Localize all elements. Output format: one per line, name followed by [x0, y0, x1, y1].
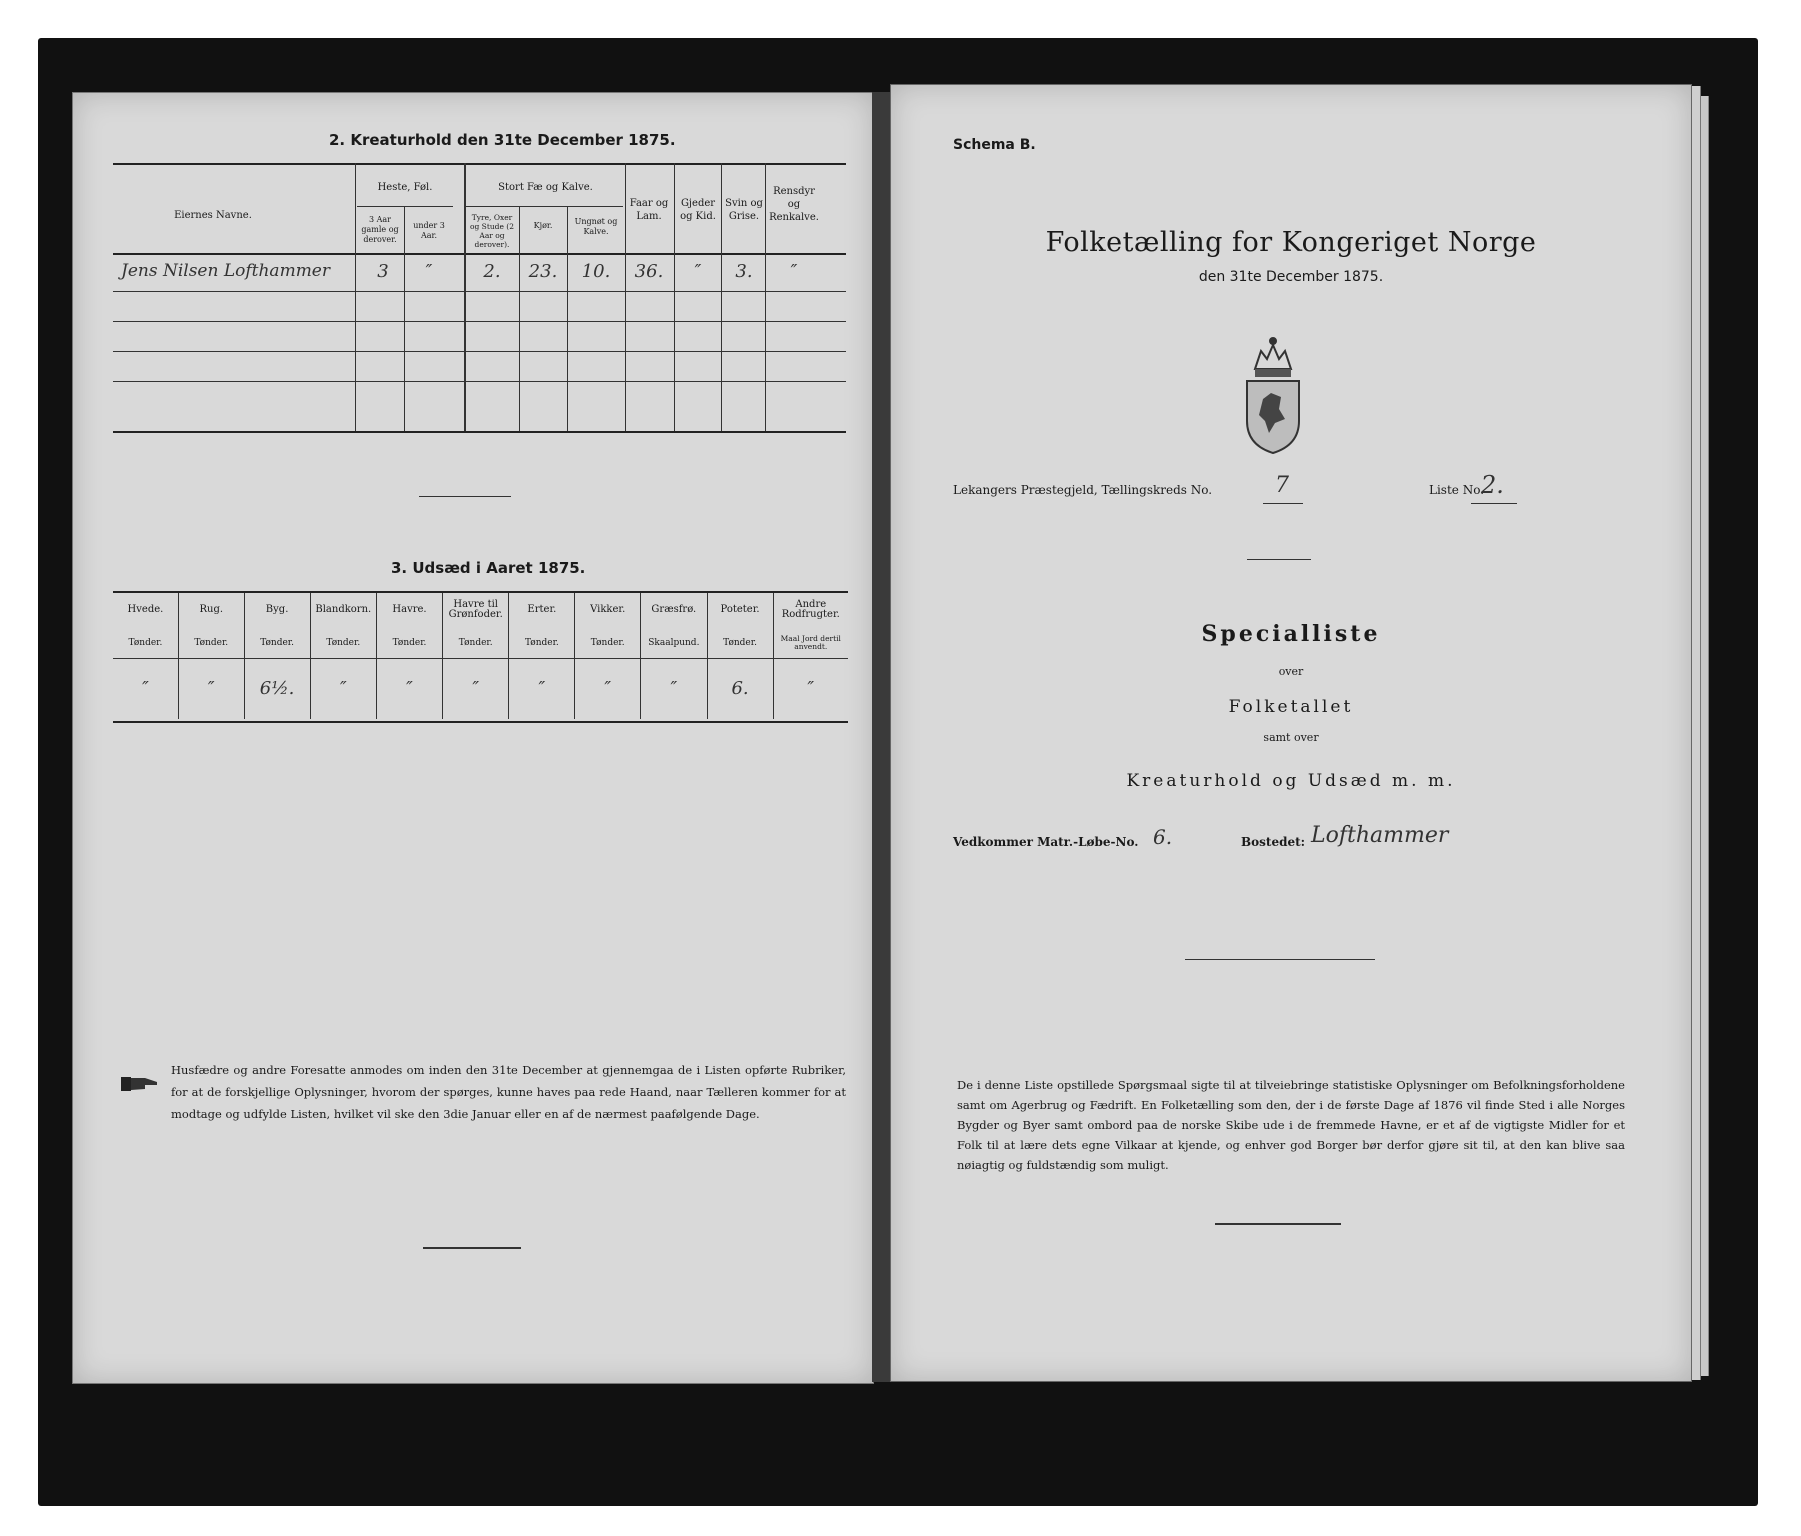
udsaed-value: ″: [575, 658, 641, 719]
udsaed-col-name: Rug.: [178, 593, 244, 628]
pointing-hand-icon: [119, 1071, 159, 1097]
main-subtitle: den 31te December 1875.: [1198, 269, 1384, 285]
bottom-rule: [423, 1247, 521, 1249]
udsaed-col-name: Poteter.: [707, 593, 773, 628]
udsaed-col-unit: Tønder.: [310, 628, 377, 658]
faar-value: 36.: [634, 261, 664, 282]
heste-a-header: 3 Aar gamle og derover.: [361, 215, 399, 244]
matr-no: 6.: [1153, 825, 1173, 849]
book-spine: [872, 92, 890, 1382]
udsaed-value: ″: [377, 658, 443, 719]
col-rule: [519, 206, 520, 431]
stort-a-header: Tyre, Oxer og Stude (2 Aar og derover).: [469, 213, 514, 249]
rensdyr-header: Rensdyr og Renkalve.: [769, 186, 819, 223]
left-page: [72, 92, 874, 1384]
bottom-rule: [1215, 1223, 1341, 1225]
col-rule: [721, 163, 722, 431]
col-rule: [625, 163, 626, 431]
udsaed-table: [113, 593, 848, 719]
table-bottom-rule: [113, 431, 846, 433]
liste-no: 2.: [1481, 471, 1504, 499]
udsaed-col-name: Hvede.: [113, 593, 178, 628]
heste-header: Heste, Føl.: [377, 182, 433, 193]
header-bottom-rule: [113, 253, 846, 255]
folketallet-label: Folketallet: [1228, 697, 1354, 717]
udsaed-col-unit: Tønder.: [244, 628, 310, 658]
main-title: Folketælling for Kongeriget Norge: [1045, 227, 1537, 258]
row-rule: [113, 321, 846, 322]
udsaed-value: ″: [509, 658, 575, 719]
specialliste-title: Specialliste: [1201, 621, 1381, 647]
underline: [1471, 503, 1517, 504]
col-rule: [765, 163, 766, 431]
udsaed-col-unit: Tønder.: [377, 628, 443, 658]
udsaed-col-unit: Tønder.: [442, 628, 509, 658]
udsaed-col-unit: Tønder.: [575, 628, 641, 658]
coat-of-arms-icon: [1233, 329, 1313, 459]
udsaed-value: ″: [113, 658, 178, 719]
udsaed-col-name: Byg.: [244, 593, 310, 628]
udsaed-value: ″: [807, 678, 815, 700]
divider: [419, 496, 511, 497]
udsaed-value: ″: [178, 658, 244, 719]
udsaed-value: 6½.: [244, 658, 310, 719]
heste-b-header: under 3 Aar.: [413, 221, 445, 240]
schema-label: Schema B.: [953, 137, 1036, 153]
col-rule: [404, 206, 405, 431]
section3-title: 3. Udsæd i Aaret 1875.: [391, 559, 586, 577]
gjeder-header: Gjeder og Kid.: [680, 198, 716, 222]
udsaed-col-name: Havre til Grønfoder.: [442, 593, 509, 628]
udsaed-col-name: Blandkorn.: [310, 593, 377, 628]
udsaed-value: ″: [442, 658, 509, 719]
underline: [1263, 503, 1303, 504]
udsaed-col-name: Andre Rodfrugter.: [781, 599, 840, 621]
notice-text: Husfædre og andre Foresatte anmodes om inden den 31te December at gjennemgaa de i Listen opførte Rubriker, for at de forskjellige Oplysninger, hvorom der spørges, kunne haves paa rede Haand, naar Tælleren kommer for at modtage og udfylde Listen, hvilket vil ske den 3die Januar eller en af de nærmest paafølgende Dage.: [171, 1063, 846, 1121]
udsaed-col-name: Græsfrø.: [641, 593, 707, 628]
udsaed-col-name: Erter.: [509, 593, 575, 628]
row-rule: [113, 291, 846, 292]
krets-no: 7: [1275, 473, 1289, 498]
divider: [1185, 959, 1375, 960]
udsaed-value: 6.: [707, 658, 773, 719]
udsaed-value: ″: [641, 658, 707, 719]
over-label: over: [1278, 665, 1304, 678]
svin-value: 3.: [735, 261, 753, 282]
heste-subrule: [357, 206, 453, 207]
row-rule: [113, 381, 846, 382]
liste-label: Liste No.: [1429, 483, 1485, 497]
owner-name: Jens Nilsen Lofthammer: [121, 261, 330, 281]
gjeder-value: ″: [694, 261, 702, 282]
udsaed-col-unit: Maal Jord dertil anvendt.: [780, 633, 841, 651]
udsaed-col-name: Havre.: [377, 593, 443, 628]
page-edge: [1700, 96, 1709, 1376]
bosted-label: Bostedet:: [1241, 835, 1306, 849]
samt-over-label: samt over: [1263, 731, 1319, 744]
col-rule: [674, 163, 675, 431]
section2-title: 2. Kreaturhold den 31te December 1875.: [329, 131, 676, 149]
udsaed-col-unit: Tønder.: [707, 628, 773, 658]
owner-header: Eiernes Navne.: [174, 210, 252, 221]
udsaed-col-name: Vikker.: [575, 593, 641, 628]
parish-label: Lekangers Præstegjeld, Tællingskreds No.: [953, 483, 1213, 497]
col-rule: [464, 163, 466, 431]
udsaed-col-unit: Tønder.: [113, 628, 178, 658]
heste-b-value: ″: [425, 261, 433, 282]
faar-header: Faar og Lam.: [629, 198, 669, 222]
col-rule: [355, 163, 356, 431]
udsaed-col-unit: Tønder.: [178, 628, 244, 658]
udsaed-bottom-rule: [113, 721, 848, 723]
udsaed-col-unit: Tønder.: [509, 628, 575, 658]
stort-a-value: 2.: [483, 261, 501, 282]
right-page: [890, 84, 1692, 1382]
udsaed-value: ″: [310, 658, 377, 719]
udsaed-col-unit: Skaalpund.: [641, 628, 707, 658]
matr-label: Vedkommer Matr.-Løbe-No.: [953, 835, 1139, 849]
stort-fae-header: Stort Fæ og Kalve.: [498, 182, 593, 193]
stort-b-header: Kjør.: [533, 221, 553, 230]
stort-b-value: 23.: [528, 261, 558, 282]
table-top-rule: [113, 163, 846, 165]
row-rule: [113, 351, 846, 352]
bosted-value: Lofthammer: [1311, 823, 1449, 848]
rensdyr-value: ″: [790, 261, 798, 282]
divider: [1247, 559, 1311, 560]
col-rule: [567, 206, 568, 431]
svin-header: Svin og Grise.: [725, 198, 763, 222]
heste-a-value: 3: [377, 261, 389, 282]
stort-subrule: [466, 206, 623, 207]
info-paragraph: De i denne Liste opstillede Spørgsmaal sigte til at tilveiebringe statistiske Oplysninger om Befolkningsforholdene samt om Agerbrug og Fædrift. En Folketælling som den, der i de første Dage af 1876 vil finde Sted i alle Norges Bygder og Byer samt ombord paa de norske Skibe ude i de fremmede Havne, er et af de vigtigste Midler for et Folk til at lære dets egne Vilkaar at kjende, og enhver god Borger bør derfor gjøre sit til, at den kan blive saa nøiagtig og fuldstændig som muligt.: [957, 1078, 1625, 1172]
stort-c-value: 10.: [581, 261, 611, 282]
kreaturhold-label: Kreaturhold og Udsæd m. m.: [1126, 771, 1456, 791]
stort-c-header: Ungnøt og Kalve.: [574, 217, 618, 236]
